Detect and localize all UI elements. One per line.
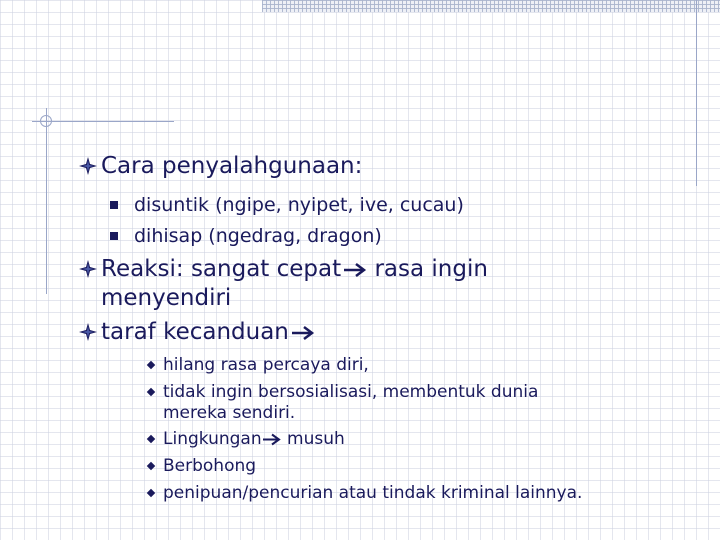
diamond-bullet-icon (147, 388, 155, 396)
diamond-bullet-icon (147, 462, 155, 470)
diamond-bullet-icon (147, 361, 155, 369)
sub-bullet-text: hilang rasa percaya diri, (163, 355, 369, 375)
diamond-star-icon (78, 322, 98, 342)
diamond-bullet-icon (147, 435, 155, 443)
diamond-star-icon (78, 259, 98, 279)
square-bullet-icon (110, 232, 118, 240)
lingkungan-text-part1: Lingkungan (163, 429, 262, 449)
sub-bullet-text: Berbohong (163, 456, 257, 476)
taraf-text: taraf kecanduan (101, 319, 289, 345)
square-bullet-icon (110, 201, 118, 209)
bullet-text-line2: menyendiri (101, 285, 232, 311)
lingkungan-text-part2: musuh (281, 429, 345, 449)
bullet-text (101, 318, 315, 346)
sub-bullet-text: disuntik (ngipe, nyipet, ive, cucau) (134, 194, 464, 216)
sub-bullet-text (163, 429, 345, 450)
bullet-text: Cara penyalahgunaan: (101, 153, 363, 179)
diamond-star-icon (78, 156, 98, 176)
arrow-right-icon (262, 433, 282, 446)
arrow-right-icon (291, 325, 315, 341)
sub-bullet-text-line2: mereka sendiri. (163, 403, 296, 423)
bullet-text (101, 255, 488, 283)
reaksi-text-part2: rasa ingin (367, 256, 488, 282)
diamond-bullet-icon (147, 489, 155, 497)
sub-bullet-text: dihisap (ngedrag, dragon) (134, 225, 382, 247)
arrow-right-icon (343, 262, 367, 278)
reaksi-text-part1: Reaksi: sangat cepat (101, 256, 342, 282)
sub-bullet-text: tidak ingin bersosialisasi, membentuk dunia (163, 382, 539, 402)
sub-bullet-text: penipuan/pencurian atau tindak kriminal lainnya. (163, 483, 583, 503)
